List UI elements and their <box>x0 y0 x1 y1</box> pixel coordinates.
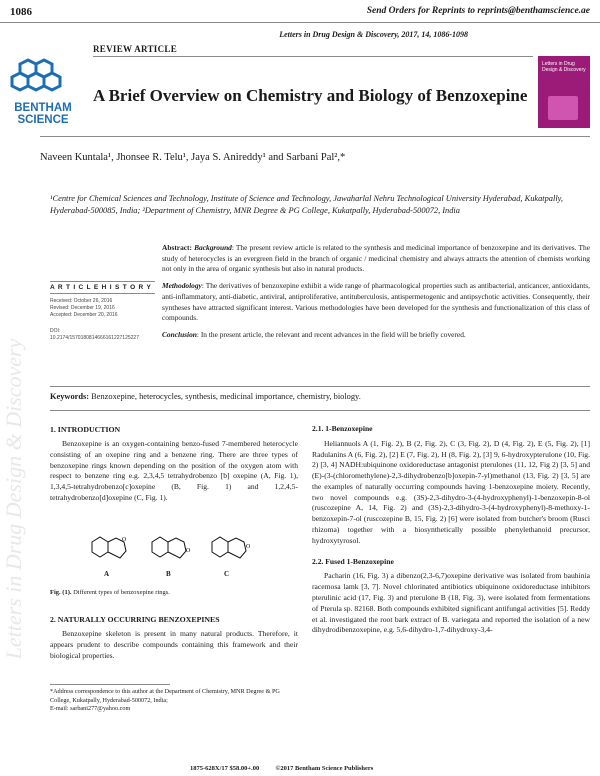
background-text: : The present review article is related to the synthesis and medicinal importance of benzoxepine and its derivatives. The study of heterocycles is an evergreen field in the branch of organic / medicinal chemistry and always attracts the attention of chemists working not only in the area of organic synthesis but also in natural products. <box>162 243 590 274</box>
svg-text:O: O <box>186 548 191 554</box>
cover-title: Letters in Drug Design & Discovery <box>542 61 586 73</box>
figure-1-caption <box>50 589 170 596</box>
abstract-methodology <box>162 281 590 324</box>
svg-text:O: O <box>122 537 127 543</box>
review-article-label: REVIEW ARTICLE <box>93 44 177 54</box>
section-2-2-paragraph: Pacharin (16, Fig. 3) a dibenzo(2,3-6,7)oxepine derivative was isolated from bauhinia racemosa lamk [3, 7]. Novel chlorinated antibiotics ubiquinone oxidoreductase inhibitors pterulinic acid (17, Fig. 3) and pterulone B (18, Fig. 3), were isolated from fermentations of Pterula sp. 82168. Both compounds exhibited significant antifungal activities [5]. Reddy et al. investigated the root bark extract of B. variegata and reported the isolation of a new dihydrodibenzoxepine, e.g. 5,6-dihydro-1,7-dihydroxy-3,4- <box>312 571 590 635</box>
abstract-rule <box>50 386 590 387</box>
section-2-paragraph: Benzoxepine skeleton is present in many natural products. Therefore, it appears prudent to describe compounds containing this framework and their biological properties. <box>50 629 298 660</box>
introduction-heading: 1. INTRODUCTION <box>50 425 121 434</box>
doi-block <box>50 328 155 342</box>
accepted-date: Accepted: December 20, 2016 <box>50 311 118 318</box>
logo-line-1: BENTHAM <box>14 102 72 114</box>
author-list: Naveen Kuntala¹, Jhonsee R. Telu¹, Jaya S. Anireddy¹ and Sarbani Pal²,* <box>40 152 346 163</box>
history-rule-bottom <box>50 293 155 294</box>
abstract-background <box>162 243 590 275</box>
logo-line-2: SCIENCE <box>17 114 69 127</box>
affiliations: ¹Centre for Chemical Sciences and Technology, Institute of Science and Technology, Jawaharlal Nehru Technological University Hyderabad, Kukatpally, Hyderabad-500085, India; ²Department of Chemistry, MNR Degree & PG College, Kukatpally, Hyderabad-500072, India <box>50 194 563 216</box>
article-title: A Brief Overview on Chemistry and Biology of Benzoxepine <box>93 86 528 105</box>
svg-text:O: O <box>246 544 251 550</box>
header-rule <box>0 22 600 23</box>
page-number: 1086 <box>10 6 32 18</box>
keywords <box>50 392 590 401</box>
keywords-rule <box>50 410 590 411</box>
abstract-conclusion <box>162 330 590 341</box>
article-history-dates <box>50 298 118 318</box>
history-rule-top <box>50 281 155 282</box>
conclusion-label: Conclusion <box>162 330 197 340</box>
methodology-label: Methodology <box>162 281 202 291</box>
bentham-logo <box>4 56 82 126</box>
correspondence-note <box>50 688 298 714</box>
left-column <box>50 424 298 504</box>
journal-watermark <box>1 216 26 776</box>
footnote-rule <box>50 684 170 685</box>
introduction-paragraph: Benzoxepine is an oxygen-containing benzo-fused 7-membered heterocycle consisting of an oxepine ring and a benzene ring. There are three types of benzoxepine rings known depending on the position of the oxygen atom with respect to benzene ring e.g. 2,3,4,5 tetrahydrobenzo [b] oxepine (A, Fig. 1), 1,3,4,5-tetrahydrobenzo[c]oxepine (B, Fig. 1) and 1,2,4,5-tetrahydrobenzo[d]oxepine (C, Fig. 1). <box>50 439 298 502</box>
structure-label-c: C <box>224 570 230 578</box>
section-2-1-paragraph: Heliannuols A (1, Fig. 2), B (2, Fig. 2), C (3, Fig. 2), D (4, Fig. 2), E (5, Fig. 2), [1] Radulanins A (6, Fig. 2), [2] E (7, Fig. 2), H (8, Fig. 2), [3] 9, 6-hydroxypterulone (10, Fig. 2) [3, 4] NADH:ubiquinone oxidoreductase antagonist pterulones (11, 12, Fig 2) [3, 5] and (E)-(3-(chloromethylene)-2,3-dihydrobenzo[b]oxepin-7-yl)methanol (13, Fig. 2) [3, 5] are the examples of naturally occurring compounds having 1-benzoxepine moiety. Recently, two novel compounds e.g. (3S)-2,3-dihydro-3-(4-hydroxyphenyl)-1-benzoxepin-8-ol (ruscozepine A, 14, Fig. 2) and (3S)-2,3-dihydro-3-(4-hydroxyphenyl)-8-methoxy-1-benzoxepin-7-ol (ruscozepine B, 15, Fig. 2) [6] were isolated from butcher's broom (Rusci rhizoma) together with a biosynthetically possible phenylethanoid precursor, hydroxytyrosol. <box>312 438 590 545</box>
keywords-text: Benzoxepine, heterocycles, synthesis, medicinal importance, chemistry, biology. <box>89 392 361 401</box>
section-2-1-heading: 2.1. 1-Benzoxepine <box>312 424 373 433</box>
right-column <box>312 424 590 636</box>
correspondence-email: E-mail: sarbani277@yahoo.com <box>50 705 131 713</box>
section-2-2-heading: 2.2. Fused 1-Benzoxepine <box>312 556 394 566</box>
benzoxepine-structures-icon <box>82 530 272 570</box>
article-history-heading: A R T I C L E H I S T O R Y <box>50 284 152 291</box>
methodology-text: : The derivatives of benzoxepine exhibit a wide range of pharmacological properties such as antibacterial, anticancer, antioxidants, anti-inflammatory, anti-diabetic, antiviral, antiproliferative, antituberculosis, antispermetogenic and antipsychotic activities. Consequently, their syntheses have attracted significant interest. Various methodologies have been developed for the synthesis and functionalization of this class of compounds. <box>162 281 590 323</box>
title-rule-top <box>93 56 533 57</box>
page-footer: 1875-628X/17 $58.00+.00 ©2017 Bentham Science Publishers <box>190 765 374 772</box>
keywords-label: Keywords: <box>50 392 90 401</box>
figure-1-caption-text: Different types of benzoxepine rings. <box>71 589 170 596</box>
watermark-text: Letters in Drug Design & Discovery <box>1 338 26 660</box>
journal-reference: Letters in Drug Design & Discovery, 2017, 14, 1086-1098 <box>279 30 468 39</box>
correspondence-address: *Address correspondence to this author at the Department of Chemistry, MNR Degree & PG College, Kukatpally, Hyderabad-500072, India; <box>50 688 280 704</box>
doi-value: 10.2174/1570180814666161227125227 <box>50 334 139 341</box>
received-date: Received: October 26, 2016 <box>50 298 113 304</box>
revised-date: Revised: December 19, 2016 <box>50 304 115 311</box>
conclusion-text: : In the present article, the relevant and recent advances in the field will be briefly covered. <box>196 330 466 340</box>
section-2-heading: 2. NATURALLY OCCURRING BENZOXEPINES <box>50 615 220 624</box>
doi-label: DOI: <box>50 328 61 334</box>
hexagon-logo-icon <box>4 56 82 104</box>
background-label: Background <box>194 243 232 252</box>
structure-label-a: A <box>104 570 110 578</box>
figure-1-label: Fig. (1). <box>50 589 72 596</box>
journal-cover-image <box>538 56 590 128</box>
abstract <box>162 243 590 347</box>
abstract-label: Abstract: <box>162 243 192 252</box>
cover-graphic <box>548 96 578 120</box>
structure-label-b: B <box>166 570 171 578</box>
figure-1-structures <box>82 530 272 582</box>
title-rule-bottom <box>40 136 590 137</box>
section-2 <box>50 614 298 661</box>
send-orders-notice: Send Orders for Reprints to reprints@benthamscience.ae <box>366 6 590 16</box>
